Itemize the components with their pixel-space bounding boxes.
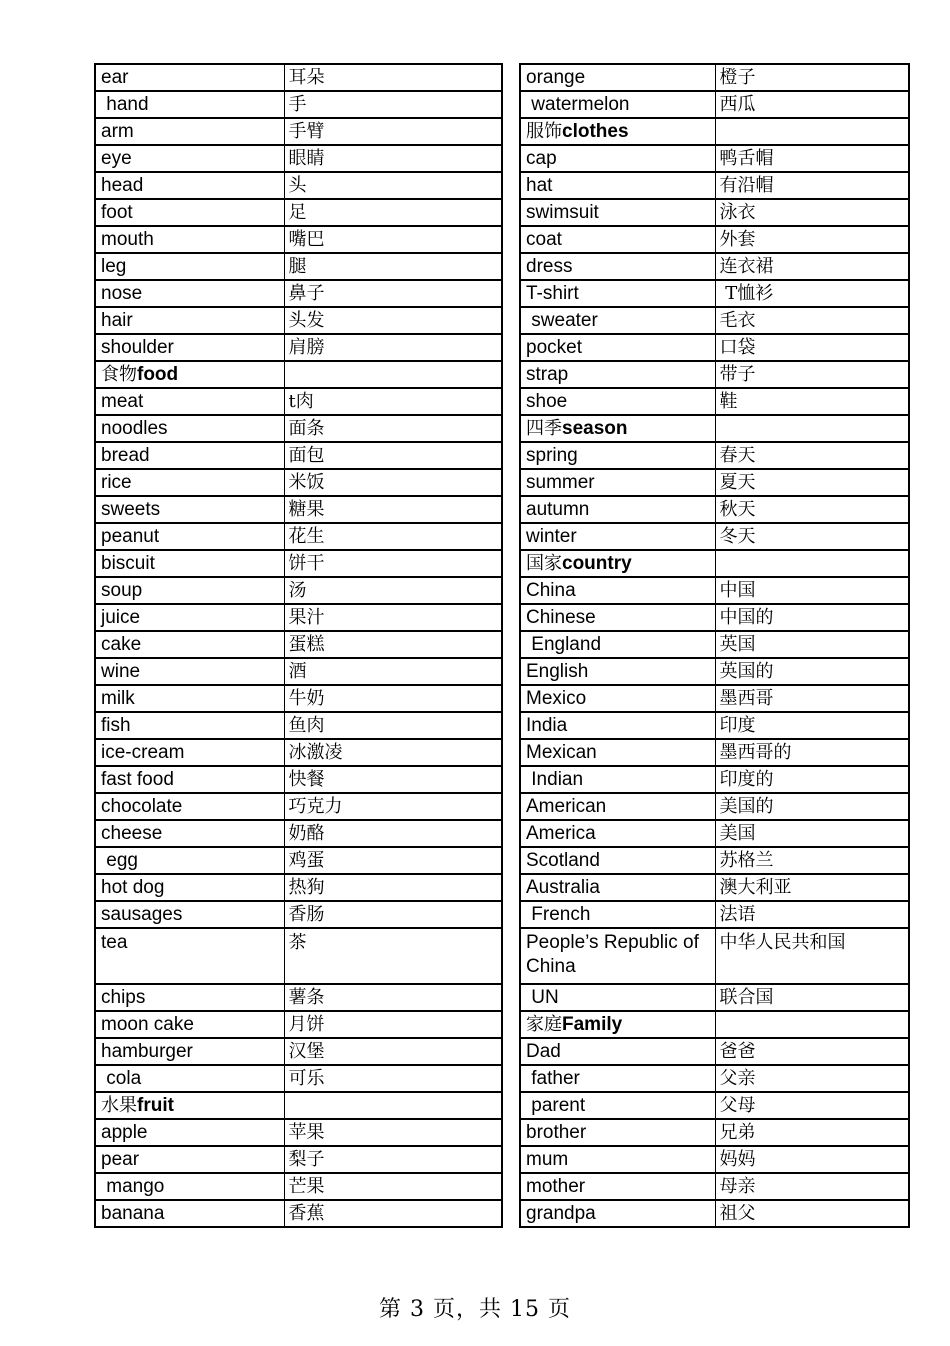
english-word: Australia — [520, 874, 715, 901]
chinese-translation: 橙子 — [715, 64, 909, 91]
english-word: People’s Republic of China — [520, 928, 715, 984]
chinese-translation: 香蕉 — [284, 1200, 502, 1227]
vocab-row — [95, 496, 502, 523]
vocab-row — [95, 415, 502, 442]
english-word: biscuit — [95, 550, 284, 577]
chinese-translation: 苏格兰 — [715, 847, 909, 874]
vocab-row — [520, 685, 909, 712]
chinese-translation: 鸭舌帽 — [715, 145, 909, 172]
chinese-translation: 腿 — [284, 253, 502, 280]
vocab-row — [95, 820, 502, 847]
chinese-translation: 夏天 — [715, 469, 909, 496]
vocab-row — [95, 1173, 502, 1200]
english-word: hot dog — [95, 874, 284, 901]
english-word: winter — [520, 523, 715, 550]
english-word: America — [520, 820, 715, 847]
english-word: England — [520, 631, 715, 658]
chinese-translation: 英国的 — [715, 658, 909, 685]
english-word: hat — [520, 172, 715, 199]
chinese-translation: 蛋糕 — [284, 631, 502, 658]
chinese-translation: 连衣裙 — [715, 253, 909, 280]
vocab-row — [520, 1173, 909, 1200]
english-word: French — [520, 901, 715, 928]
category-header-row — [520, 118, 909, 145]
english-word: American — [520, 793, 715, 820]
vocab-row — [520, 1065, 909, 1092]
english-word: pear — [95, 1146, 284, 1173]
english-word: mango — [95, 1173, 284, 1200]
vocab-row — [95, 523, 502, 550]
vocab-row — [95, 1038, 502, 1065]
chinese-translation: 中华人民共和国 — [715, 928, 909, 984]
english-word: brother — [520, 1119, 715, 1146]
english-word: bread — [95, 442, 284, 469]
english-word: Mexico — [520, 685, 715, 712]
category-header-row — [95, 361, 502, 388]
vocab-row — [95, 1200, 502, 1227]
category-header — [95, 1092, 284, 1119]
english-word: swimsuit — [520, 199, 715, 226]
english-word: coat — [520, 226, 715, 253]
english-word: wine — [95, 658, 284, 685]
chinese-translation: 芒果 — [284, 1173, 502, 1200]
chinese-translation: 兄弟 — [715, 1119, 909, 1146]
vocab-row — [95, 253, 502, 280]
chinese-translation: 墨西哥的 — [715, 739, 909, 766]
chinese-translation: 快餐 — [284, 766, 502, 793]
english-word: dress — [520, 253, 715, 280]
chinese-translation: 冰激凌 — [284, 739, 502, 766]
chinese-translation: 酒 — [284, 658, 502, 685]
chinese-translation: 薯条 — [284, 984, 502, 1011]
english-word: grandpa — [520, 1200, 715, 1227]
english-word: juice — [95, 604, 284, 631]
category-header-row — [520, 415, 909, 442]
chinese-translation: 茶 — [284, 928, 502, 984]
english-word: moon cake — [95, 1011, 284, 1038]
vocab-row — [520, 91, 909, 118]
english-word: apple — [95, 1119, 284, 1146]
chinese-translation: 饼干 — [284, 550, 502, 577]
right-vocab-table — [519, 63, 910, 1228]
vocab-row — [95, 1011, 502, 1038]
chinese-translation: 嘴巴 — [284, 226, 502, 253]
vocab-row — [520, 847, 909, 874]
english-word: head — [95, 172, 284, 199]
english-word: summer — [520, 469, 715, 496]
category-header-row — [95, 1092, 502, 1119]
english-word: meat — [95, 388, 284, 415]
category-zh: 服饰 — [526, 121, 562, 142]
vocab-row — [95, 64, 502, 91]
chinese-translation: 印度的 — [715, 766, 909, 793]
category-en: food — [137, 364, 179, 385]
vocab-row — [95, 1146, 502, 1173]
chinese-translation: 美国的 — [715, 793, 909, 820]
english-word: Mexican — [520, 739, 715, 766]
vocab-row — [95, 577, 502, 604]
vocab-row — [520, 334, 909, 361]
english-word: rice — [95, 469, 284, 496]
english-word: milk — [95, 685, 284, 712]
english-word: Indian — [520, 766, 715, 793]
chinese-translation: 牛奶 — [284, 685, 502, 712]
vocab-row — [95, 874, 502, 901]
vocab-row — [520, 928, 909, 984]
empty-cell — [715, 118, 909, 145]
english-word: cake — [95, 631, 284, 658]
vocab-row — [95, 469, 502, 496]
vocab-row — [95, 145, 502, 172]
english-word: pocket — [520, 334, 715, 361]
chinese-translation: 手臂 — [284, 118, 502, 145]
vocab-row — [520, 901, 909, 928]
chinese-translation: 父亲 — [715, 1065, 909, 1092]
vocab-row — [520, 307, 909, 334]
vocab-row — [520, 280, 909, 307]
english-word: foot — [95, 199, 284, 226]
english-word: spring — [520, 442, 715, 469]
chinese-translation: 眼睛 — [284, 145, 502, 172]
chinese-translation: 肩膀 — [284, 334, 502, 361]
vocab-row — [520, 984, 909, 1011]
vocab-row — [95, 226, 502, 253]
category-header — [95, 361, 284, 388]
chinese-translation: 父母 — [715, 1092, 909, 1119]
english-word: egg — [95, 847, 284, 874]
vocab-row — [95, 984, 502, 1011]
chinese-translation: 奶酪 — [284, 820, 502, 847]
chinese-translation: t肉 — [284, 388, 502, 415]
english-word: father — [520, 1065, 715, 1092]
vocab-row — [520, 469, 909, 496]
vocab-row — [95, 280, 502, 307]
page-footer: 第 3 页，共 15 页 — [379, 1297, 571, 1322]
vocab-row — [520, 874, 909, 901]
english-word: strap — [520, 361, 715, 388]
chinese-translation: 中国 — [715, 577, 909, 604]
chinese-translation: 米饭 — [284, 469, 502, 496]
english-word: watermelon — [520, 91, 715, 118]
chinese-translation: 印度 — [715, 712, 909, 739]
vocab-row — [95, 307, 502, 334]
category-header — [520, 1011, 715, 1038]
chinese-translation: 带子 — [715, 361, 909, 388]
vocab-row — [95, 712, 502, 739]
english-word: arm — [95, 118, 284, 145]
english-word: Scotland — [520, 847, 715, 874]
vocab-row — [95, 91, 502, 118]
vocab-row — [520, 226, 909, 253]
english-word: cheese — [95, 820, 284, 847]
category-header-row — [520, 1011, 909, 1038]
english-word: sausages — [95, 901, 284, 928]
english-word: chips — [95, 984, 284, 1011]
vocab-row — [520, 64, 909, 91]
vocab-row — [520, 145, 909, 172]
vocab-row — [95, 847, 502, 874]
vocab-row — [520, 820, 909, 847]
category-header — [520, 118, 715, 145]
vocab-row — [95, 739, 502, 766]
category-en: season — [562, 418, 628, 439]
vocab-row — [95, 793, 502, 820]
vocab-row — [520, 631, 909, 658]
vocab-row — [520, 1038, 909, 1065]
category-zh: 国家 — [526, 553, 562, 574]
english-word: China — [520, 577, 715, 604]
chinese-translation: 鸡蛋 — [284, 847, 502, 874]
vocab-row — [520, 1200, 909, 1227]
chinese-translation: 澳大利亚 — [715, 874, 909, 901]
chinese-translation: 足 — [284, 199, 502, 226]
chinese-translation: 西瓜 — [715, 91, 909, 118]
vocab-row — [520, 577, 909, 604]
vocab-row — [520, 442, 909, 469]
english-word: hand — [95, 91, 284, 118]
english-word: cap — [520, 145, 715, 172]
english-word: Dad — [520, 1038, 715, 1065]
chinese-translation: 热狗 — [284, 874, 502, 901]
chinese-translation: 毛衣 — [715, 307, 909, 334]
vocab-row — [95, 1065, 502, 1092]
category-en: fruit — [137, 1095, 174, 1116]
english-word: soup — [95, 577, 284, 604]
english-word: hair — [95, 307, 284, 334]
english-word: India — [520, 712, 715, 739]
category-zh: 家庭 — [526, 1014, 562, 1035]
vocab-row — [95, 604, 502, 631]
chinese-translation: 春天 — [715, 442, 909, 469]
chinese-translation: 墨西哥 — [715, 685, 909, 712]
chinese-translation: 苹果 — [284, 1119, 502, 1146]
chinese-translation: 外套 — [715, 226, 909, 253]
english-word: sweater — [520, 307, 715, 334]
chinese-translation: 美国 — [715, 820, 909, 847]
vocab-row — [520, 523, 909, 550]
chinese-translation: 头 — [284, 172, 502, 199]
english-word: chocolate — [95, 793, 284, 820]
chinese-translation: 妈妈 — [715, 1146, 909, 1173]
english-word: mother — [520, 1173, 715, 1200]
english-word: parent — [520, 1092, 715, 1119]
left-vocab-body — [95, 64, 502, 1227]
english-word: mum — [520, 1146, 715, 1173]
vocab-row — [520, 604, 909, 631]
vocab-row — [95, 685, 502, 712]
english-word: ear — [95, 64, 284, 91]
vocab-row — [95, 388, 502, 415]
vocab-row — [520, 793, 909, 820]
vocab-row — [95, 631, 502, 658]
chinese-translation: 面条 — [284, 415, 502, 442]
chinese-translation: 可乐 — [284, 1065, 502, 1092]
vocab-row — [520, 1119, 909, 1146]
left-vocab-table — [94, 63, 503, 1228]
english-word: tea — [95, 928, 284, 984]
chinese-translation: 香肠 — [284, 901, 502, 928]
english-word: sweets — [95, 496, 284, 523]
english-word: eye — [95, 145, 284, 172]
empty-cell — [284, 361, 502, 388]
chinese-translation: 口袋 — [715, 334, 909, 361]
vocab-row — [520, 739, 909, 766]
chinese-translation: 母亲 — [715, 1173, 909, 1200]
vocab-row — [95, 118, 502, 145]
vocab-row — [520, 766, 909, 793]
chinese-translation: 汤 — [284, 577, 502, 604]
chinese-translation: 鞋 — [715, 388, 909, 415]
empty-cell — [715, 415, 909, 442]
category-zh: 食物 — [101, 364, 137, 385]
chinese-translation: 梨子 — [284, 1146, 502, 1173]
chinese-translation: 面包 — [284, 442, 502, 469]
vocab-row — [95, 658, 502, 685]
chinese-translation: 泳衣 — [715, 199, 909, 226]
vocab-row — [520, 172, 909, 199]
english-word: fast food — [95, 766, 284, 793]
chinese-translation: 鼻子 — [284, 280, 502, 307]
chinese-translation: 鱼肉 — [284, 712, 502, 739]
category-en: clothes — [562, 121, 629, 142]
chinese-translation: 中国的 — [715, 604, 909, 631]
chinese-translation: 耳朵 — [284, 64, 502, 91]
chinese-translation: 汉堡 — [284, 1038, 502, 1065]
chinese-translation: 冬天 — [715, 523, 909, 550]
category-zh: 水果 — [101, 1095, 137, 1116]
chinese-translation: T恤衫 — [715, 280, 909, 307]
english-word: banana — [95, 1200, 284, 1227]
chinese-translation: 手 — [284, 91, 502, 118]
vocab-row — [520, 388, 909, 415]
category-en: Family — [562, 1014, 623, 1035]
category-header-row — [520, 550, 909, 577]
vocab-row — [520, 1092, 909, 1119]
chinese-translation: 月饼 — [284, 1011, 502, 1038]
vocab-row — [520, 1146, 909, 1173]
english-word: peanut — [95, 523, 284, 550]
chinese-translation: 英国 — [715, 631, 909, 658]
vocab-row — [95, 334, 502, 361]
english-word: ice-cream — [95, 739, 284, 766]
vocab-row — [95, 1119, 502, 1146]
english-word: nose — [95, 280, 284, 307]
english-word: autumn — [520, 496, 715, 523]
category-header — [520, 415, 715, 442]
vocab-row — [520, 658, 909, 685]
english-word: noodles — [95, 415, 284, 442]
vocab-row — [520, 199, 909, 226]
english-word: UN — [520, 984, 715, 1011]
vocab-row — [520, 361, 909, 388]
chinese-translation: 果汁 — [284, 604, 502, 631]
chinese-translation: 头发 — [284, 307, 502, 334]
chinese-translation: 有沿帽 — [715, 172, 909, 199]
english-word: mouth — [95, 226, 284, 253]
chinese-translation: 巧克力 — [284, 793, 502, 820]
category-header — [520, 550, 715, 577]
english-word: orange — [520, 64, 715, 91]
english-word: English — [520, 658, 715, 685]
english-word: shoe — [520, 388, 715, 415]
english-word: Chinese — [520, 604, 715, 631]
vocab-row — [520, 712, 909, 739]
vocab-row — [95, 172, 502, 199]
chinese-translation: 花生 — [284, 523, 502, 550]
vocab-row — [95, 199, 502, 226]
english-word: leg — [95, 253, 284, 280]
english-word: T-shirt — [520, 280, 715, 307]
empty-cell — [715, 1011, 909, 1038]
vocab-row — [95, 442, 502, 469]
chinese-translation: 秋天 — [715, 496, 909, 523]
vocab-row — [95, 766, 502, 793]
english-word: shoulder — [95, 334, 284, 361]
vocab-row — [95, 928, 502, 984]
chinese-translation: 糖果 — [284, 496, 502, 523]
category-zh: 四季 — [526, 418, 562, 439]
chinese-translation: 祖父 — [715, 1200, 909, 1227]
empty-cell — [284, 1092, 502, 1119]
english-word: cola — [95, 1065, 284, 1092]
category-en: country — [562, 553, 632, 574]
chinese-translation: 联合国 — [715, 984, 909, 1011]
chinese-translation: 爸爸 — [715, 1038, 909, 1065]
right-vocab-body — [520, 64, 909, 1227]
empty-cell — [715, 550, 909, 577]
vocab-row — [95, 901, 502, 928]
vocab-row — [520, 253, 909, 280]
english-word: fish — [95, 712, 284, 739]
chinese-translation: 法语 — [715, 901, 909, 928]
vocab-row — [520, 496, 909, 523]
vocab-row — [95, 550, 502, 577]
english-word: hamburger — [95, 1038, 284, 1065]
